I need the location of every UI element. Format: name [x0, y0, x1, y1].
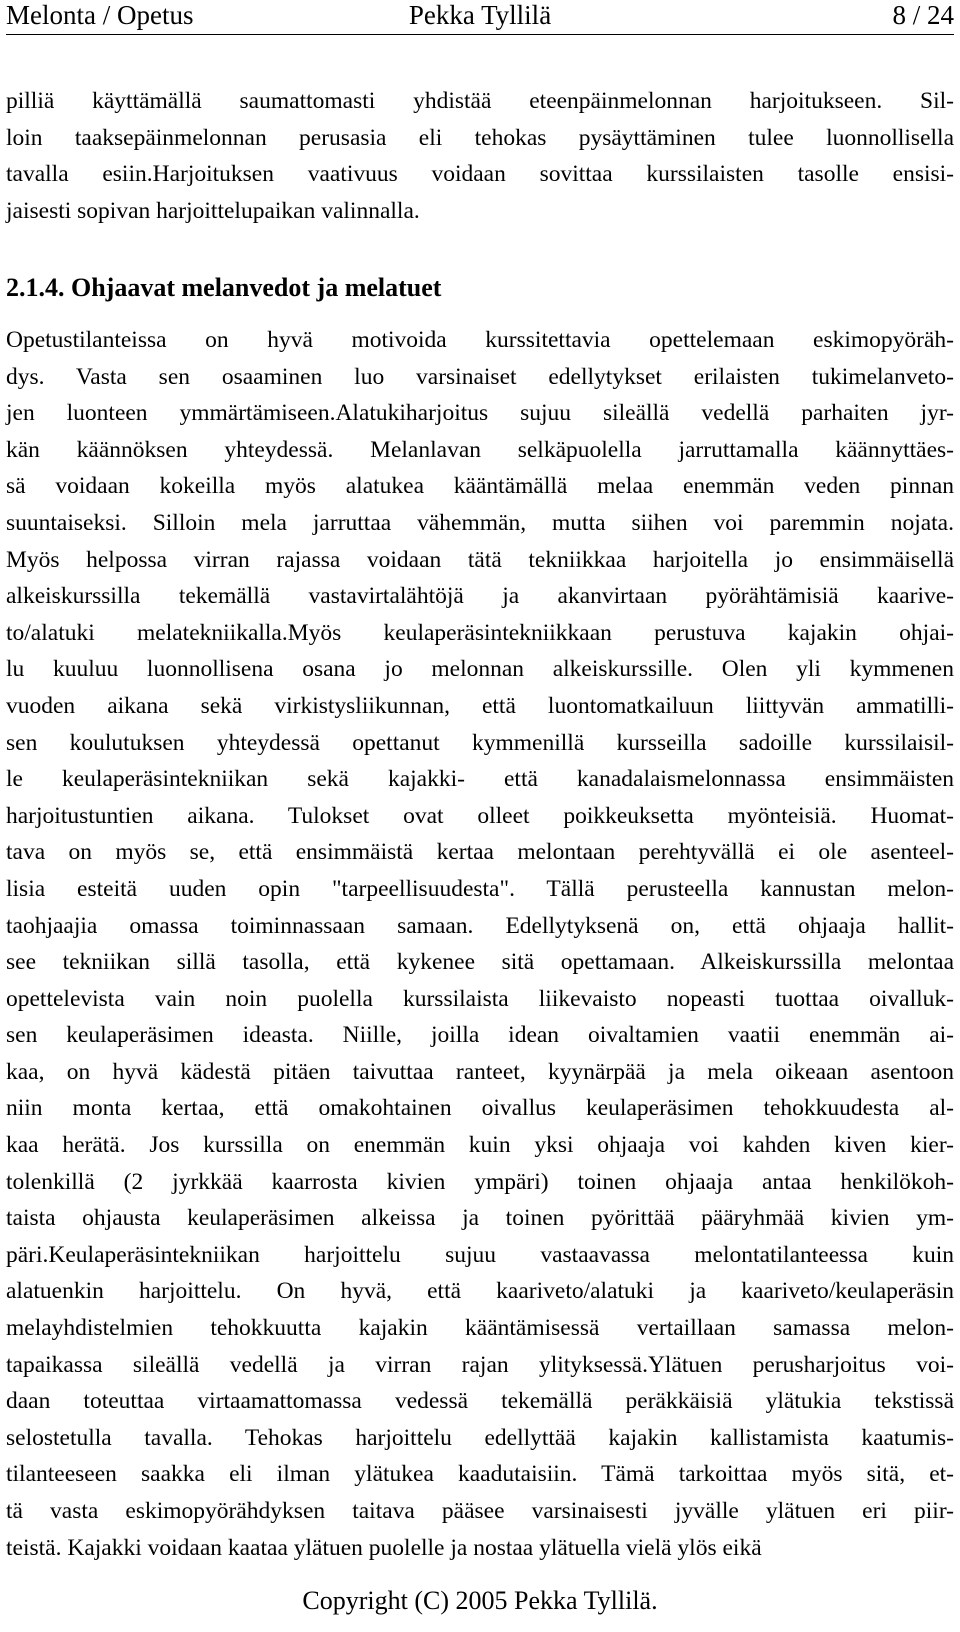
running-header	[6, 0, 954, 34]
text-line: le keulaperäsintekniikan sekä kajakki- että kanadalaismelonnassa ensimmäisten	[6, 766, 954, 793]
text-line: dys. Vasta sen osaaminen luo varsinaiset edellytykset erilaisten tukimelanveto-	[6, 363, 954, 390]
header-page-number: 8 / 24	[892, 0, 954, 30]
text-line: melayhdistelmien tehokkuutta kajakin kääntämisessä vertaillaan samassa melon-	[6, 1315, 954, 1342]
text-line: jen luonteen ymmärtämiseen.Alatukiharjoitus sujuu sileällä vedellä parhaiten jyr-	[6, 400, 954, 427]
text-line: kän käännöksen yhteydessä. Melanlavan selkäpuolella jarruttamalla käännyttäes-	[6, 436, 954, 463]
text-line: sä voidaan kokeilla myös alatukea kääntämällä melaa enemmän veden pinnan	[6, 473, 954, 500]
text-line: lisia esteitä uuden opin "tarpeellisuudesta". Tällä perusteella kannustan melon-	[6, 875, 954, 902]
text-line: vuoden aikana sekä virkistysliikunnan, että luontomatkailuun liittyvän ammatilli-	[6, 692, 954, 719]
section-heading: 2.1.4. Ohjaavat melanvedot ja melatuet	[6, 273, 442, 302]
text-line: tava on myös se, että ensimmäistä kertaa melontaan perehtyvällä ei ole asenteel-	[6, 839, 954, 866]
text-line: jaisesti sopivan harjoittelupaikan valinnalla.	[6, 197, 420, 224]
text-line: niin monta kertaa, että omakohtainen oivallus keulaperäsimen tehokkuudesta al-	[6, 1095, 954, 1122]
text-line: selostetulla tavalla. Tehokas harjoittelu edellyttää kajakin kallistamista kaatumis-	[6, 1424, 954, 1451]
text-line: kaa, on hyvä kädestä pitäen taivuttaa ranteet, kyynärpää ja mela oikeaan asentoon	[6, 1058, 954, 1085]
text-line: opettelevista vain noin puolella kurssilaista liikevaisto nopeasti tuottaa oivalluk-	[6, 985, 954, 1012]
text-line: lu kuuluu luonnollisena osana jo melonnan alkeiskurssille. Olen yli kymmenen	[6, 656, 954, 683]
text-line: päri.Keulaperäsintekniikan harjoittelu sujuu vastaavassa melontatilanteessa kuin	[6, 1241, 954, 1268]
text-line: suuntaiseksi. Silloin mela jarruttaa vähemmän, mutta siihen voi paremmin nojata.	[6, 509, 954, 536]
text-line: tapaikassa sileällä vedellä ja virran rajan ylityksessä.Ylätuen perusharjoitus voi-	[6, 1351, 954, 1378]
text-line: pilliä käyttämällä saumattomasti yhdistää eteenpäinmelonnan harjoitukseen. Sil-	[6, 88, 954, 114]
header-rule	[6, 34, 954, 35]
text-line: Myös helpossa virran rajassa voidaan tätä tekniikkaa harjoitella jo ensimmäisellä	[6, 546, 954, 573]
text-line: loin taaksepäinmelonnan perusasia eli tehokas pysäyttäminen tulee luonnollisella	[6, 124, 954, 151]
text-line: sen keulaperäsimen ideasta. Niille, joilla idean oivaltamien vaatii enemmän ai-	[6, 1022, 954, 1049]
text-line: alkeiskurssilla tekemällä vastavirtalähtöjä ja akanvirtaan pyörähtämisiä kaarive-	[6, 583, 954, 610]
text-line: sen koulutuksen yhteydessä opettanut kymmenillä kursseilla sadoille kurssilaisil-	[6, 729, 954, 756]
text-line: see tekniikan sillä tasolla, että kykenee sitä opettamaan. Alkeiskurssilla melontaa	[6, 949, 954, 976]
copyright-footer: Copyright (C) 2005 Pekka Tyllilä.	[302, 1586, 658, 1615]
header-title: Melonta / Opetus	[6, 0, 194, 30]
paragraph-1	[6, 83, 954, 229]
text-line: Opetustilanteissa on hyvä motivoida kurssitettavia opettelemaan eskimopyöräh-	[6, 327, 954, 353]
text-line: kaa herätä. Jos kurssilla on enemmän kuin yksi ohjaaja voi kahden kiven kier-	[6, 1132, 954, 1159]
text-line: taohjaajia omassa toiminnassaan samaan. Edellytyksenä on, että ohjaaja hallit-	[6, 912, 954, 939]
text-line: tolenkillä (2 jyrkkää kaarrosta kivien ympäri) toinen ohjaaja antaa henkilökoh-	[6, 1168, 954, 1195]
text-line: tavalla esiin.Harjoituksen vaativuus voidaan sovittaa kurssilaisten tasolle ensisi-	[6, 161, 954, 188]
text-line: taista ohjausta keulaperäsimen alkeissa ja toinen pyörittää pääryhmää kivien ym-	[6, 1205, 954, 1232]
paragraph-2	[6, 322, 954, 1566]
text-line: tilanteeseen saakka eli ilman ylätukea kaadutaisiin. Tämä tarkoittaa myös sitä, et-	[6, 1461, 954, 1488]
text-line: harjoitustuntien aikana. Tulokset ovat olleet poikkeuksetta myönteisiä. Huomat-	[6, 802, 954, 829]
text-line: teistä. Kajakki voidaan kaataa ylätuen puolelle ja nostaa ylätuella vielä ylös eikä	[6, 1534, 762, 1561]
text-line: alatuenkin harjoittelu. On hyvä, että kaariveto/alatuki ja kaariveto/keulaperäsin	[6, 1278, 954, 1305]
text-line: tä vasta eskimopyörähdyksen taitava pääsee varsinaisesti jyvälle ylätuen eri piir-	[6, 1498, 954, 1524]
header-author: Pekka Tyllilä	[408, 0, 552, 30]
text-line: daan toteuttaa virtaamattomassa vedessä tekemällä peräkkäisiä ylätukia tekstissä	[6, 1388, 954, 1415]
text-line: to/alatuki melatekniikalla.Myös keulaperäsintekniikkaan perustuva kajakin ohjai-	[6, 619, 954, 646]
